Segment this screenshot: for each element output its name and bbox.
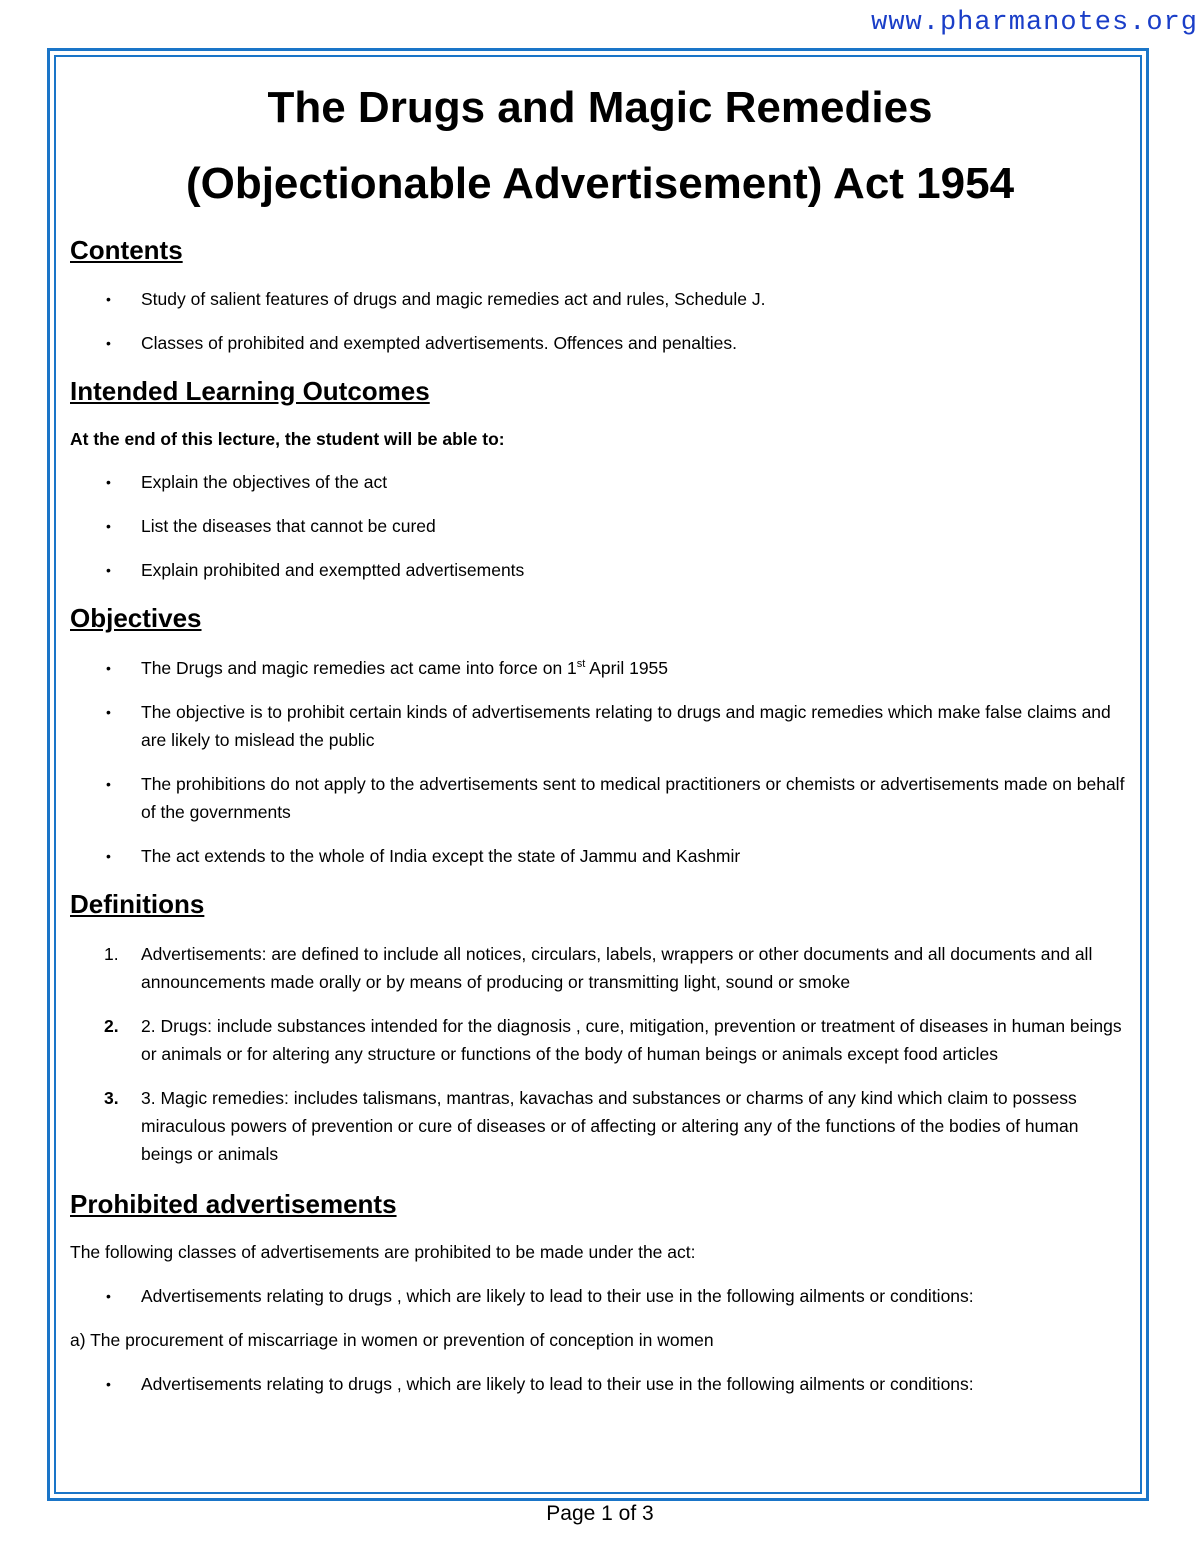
bullet-icon: • <box>106 848 111 864</box>
list-item: • Advertisements relating to drugs , which are likely to lead to their use in the following ailments or conditions: <box>70 1370 1130 1398</box>
title-line-1: The Drugs and Magic Remedies <box>267 83 933 132</box>
prohibited-list-2 <box>70 1370 1130 1398</box>
list-item: 2. 2. Drugs: include substances intended for the diagnosis , cure, mitigation, prevention or treatment of diseases in human beings or animals or for altering any structure or functions of the body of human beings or animals except food articles <box>104 1016 1122 1064</box>
prohibited-intro: The following classes of advertisements are prohibited to be made under the act: <box>70 1242 696 1262</box>
document-title <box>70 70 1130 222</box>
prohibited-para-a: a) The procurement of miscarriage in women or prevention of conception in women <box>70 1330 714 1350</box>
list-item: • Study of salient features of drugs and magic remedies act and rules, Schedule J. <box>70 285 1130 313</box>
document-body <box>70 70 1130 1398</box>
list-item: • The act extends to the whole of India except the state of Jammu and Kashmir <box>70 842 1130 870</box>
bullet-icon: • <box>106 335 111 351</box>
prohibited-list-1 <box>70 1282 1130 1310</box>
site-watermark: www.pharmanotes.org <box>871 8 1198 38</box>
objectives-heading: Objectives <box>70 603 202 633</box>
outcomes-list <box>70 468 1130 584</box>
list-item: • Advertisements relating to drugs , which are likely to lead to their use in the following ailments or conditions: <box>70 1282 1130 1310</box>
bullet-icon: • <box>106 704 111 720</box>
definitions-heading: Definitions <box>70 889 205 919</box>
bullet-icon: • <box>106 518 111 534</box>
contents-heading: Contents <box>70 235 183 265</box>
outcomes-heading: Intended Learning Outcomes <box>70 376 430 406</box>
list-item: • List the diseases that cannot be cured <box>70 512 1130 540</box>
contents-list <box>70 285 1130 357</box>
title-line-2: (Objectionable Advertisement) Act 1954 <box>185 159 1015 208</box>
bullet-icon: • <box>106 291 111 307</box>
list-item: • Explain the objectives of the act <box>70 468 1130 496</box>
outcomes-intro: At the end of this lecture, the student will be able to: <box>70 429 505 449</box>
objectives-list <box>70 654 1130 870</box>
bullet-icon: • <box>106 660 111 676</box>
list-item: • The objective is to prohibit certain kinds of advertisements relating to drugs and magic remedies which make false claims and are likely to mislead the public <box>70 698 1130 754</box>
bullet-icon: • <box>106 776 111 792</box>
list-item: 1. Advertisements: are defined to include all notices, circulars, labels, wrappers or other documents and all documents and all announcements made orally or by means of producing or transmitting light, sound or smoke <box>104 944 1093 992</box>
list-item: • Explain prohibited and exemptted advertisements <box>70 556 1130 584</box>
list-item: • Classes of prohibited and exempted advertisements. Offences and penalties. <box>70 329 1130 357</box>
list-item: • The Drugs and magic remedies act came into force on 1st April 1955 <box>70 654 1130 682</box>
page-number: Page 1 of 3 <box>546 1502 654 1525</box>
prohibited-heading: Prohibited advertisements <box>70 1189 397 1219</box>
bullet-icon: • <box>106 562 111 578</box>
bullet-icon: • <box>106 1288 111 1304</box>
bullet-icon: • <box>106 474 111 490</box>
list-item: • The prohibitions do not apply to the advertisements sent to medical practitioners or chemists or advertisements made on behalf of the governments <box>70 770 1130 826</box>
definitions-list <box>70 940 1130 1168</box>
bullet-icon: • <box>106 1376 111 1392</box>
list-item: 3. 3. Magic remedies: includes talismans, mantras, kavachas and substances or charms of any kind which claim to possess miraculous powers of prevention or cure of diseases or of affecting or altering any of the functions of the bodies of human beings or animals <box>104 1088 1079 1164</box>
